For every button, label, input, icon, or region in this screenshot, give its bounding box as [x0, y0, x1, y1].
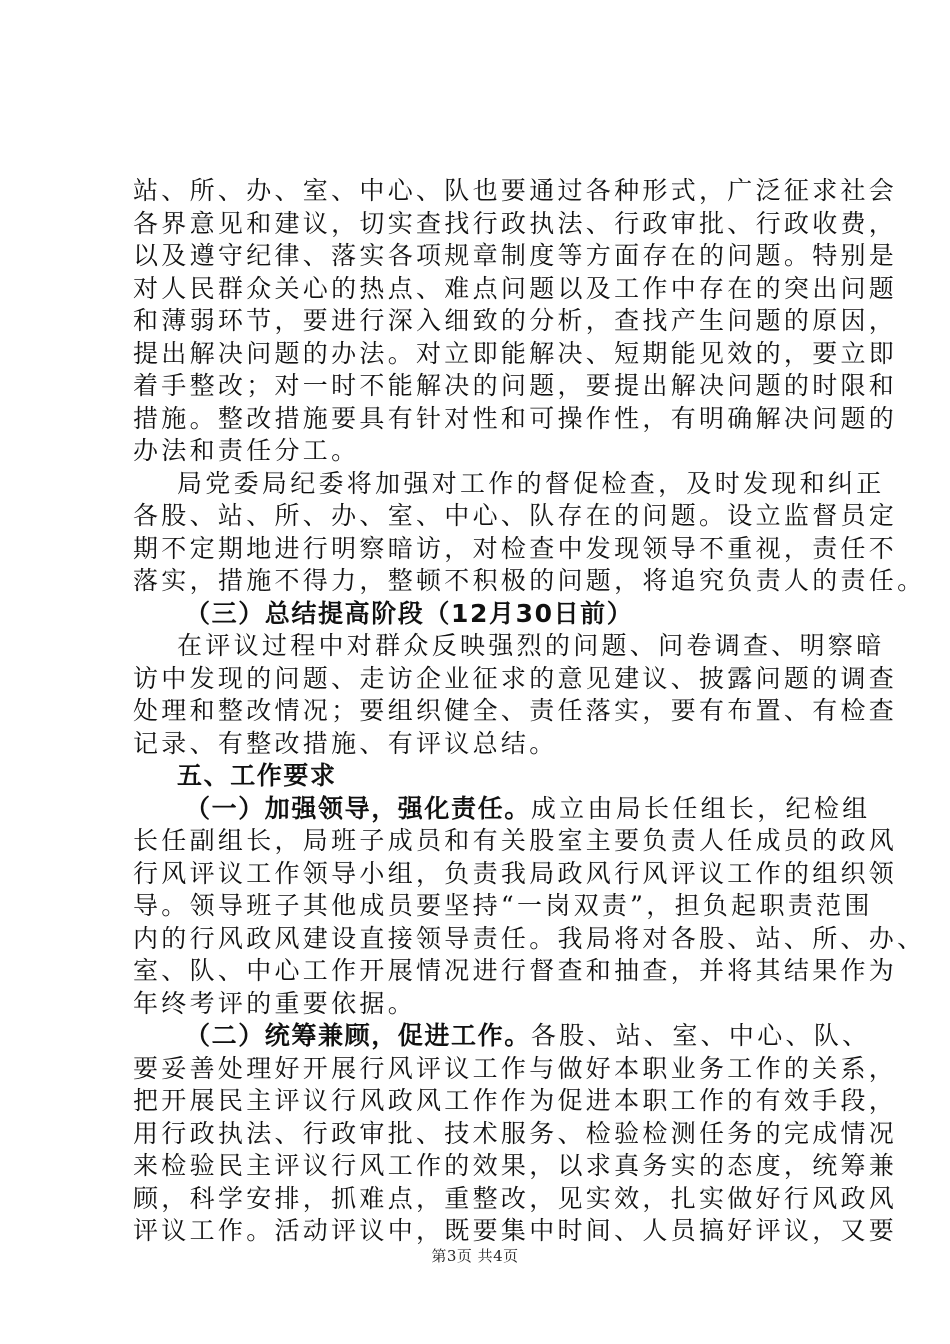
body-line: 处理和整改情况；要组织健全、责任落实，要有布置、有检查	[133, 696, 898, 725]
body-line: 提出解决问题的办法。对立即能解决、短期能见效的，要立即	[133, 338, 898, 368]
body-line: 记录、有整改措施、有评议总结。	[133, 728, 558, 758]
body-line: 各界意见和建议，切实查找行政执法、行政审批、行政收费，	[133, 208, 898, 238]
paragraph-start-line	[133, 793, 871, 826]
body-line: 把开展民主评议行风政风工作作为促进本职工作的有效手段，	[133, 1086, 898, 1115]
body-line: 来检验民主评议行风工作的效果，以求真务实的态度，统筹兼	[133, 1151, 898, 1180]
body-line: 导。领导班子其他成员要坚持“一岗双责”，担负起职责范围	[133, 891, 873, 920]
body-line: 各股、站、所、办、室、中心、队存在的问题。设立监督员定	[133, 501, 898, 530]
body-line: 着手整改；对一时不能解决的问题，要提出解决问题的时限和	[133, 371, 898, 400]
page-footer	[0, 1245, 950, 1266]
body-line: 和薄弱环节，要进行深入细致的分析，查找产生问题的原因，	[133, 306, 898, 335]
body-line: 顾，科学安排，抓难点，重整改，见实效，扎实做好行风政风	[133, 1183, 898, 1213]
body-line: 年终考评的重要依据。	[133, 988, 417, 1018]
section-heading: （三）总结提高阶段（12月30日前）	[185, 598, 634, 628]
subsection-title: （一）加强领导，强化责任。	[185, 793, 531, 823]
body-line: 评议工作。活动评议中，既要集中时间、人员搞好评议，又要	[133, 1216, 898, 1245]
paragraph-start-line: 局党委局纪委将加强对工作的督促检查，及时发现和纠正	[177, 468, 885, 498]
paragraph-text: 各股、站、室、中心、队、	[530, 1021, 871, 1050]
paragraph-text: 成立由局长任组长，纪检组	[530, 793, 871, 823]
subsection-title: （二）统筹兼顾，促进工作。	[185, 1021, 531, 1050]
body-line: 期不定期地进行明察暗访，对检查中发现领导不重视，责任不	[133, 533, 898, 563]
body-line: 对人民群众关心的热点、难点问题以及工作中存在的突出问题	[133, 273, 898, 303]
body-line: 办法和责任分工。	[133, 436, 360, 465]
chapter-heading: 五、工作要求	[177, 761, 337, 790]
body-line: 长任副组长，局班子成员和有关股室主要负责人任成员的政风	[133, 826, 898, 855]
page-number-label: 第3页 共4页	[431, 1247, 519, 1265]
body-line: 以及遵守纪律、落实各项规章制度等方面存在的问题。特别是	[133, 241, 898, 270]
paragraph-start-line: 在评议过程中对群众反映强烈的问题、问卷调查、明察暗	[177, 631, 885, 660]
body-line: 用行政执法、行政审批、技术服务、检验检测任务的完成情况	[133, 1118, 898, 1148]
body-line: 措施。整改措施要具有针对性和可操作性，有明确解决问题的	[133, 403, 898, 433]
body-line: 要妥善处理好开展行风评议工作与做好本职业务工作的关系，	[133, 1053, 898, 1083]
document-body	[133, 175, 926, 1248]
paragraph-start-line	[133, 1020, 871, 1053]
body-line: 内的行风政风建设直接领导责任。我局将对各股、站、所、办、	[133, 923, 926, 953]
body-line: 访中发现的问题、走访企业征求的意见建议、披露问题的调查	[133, 663, 898, 693]
body-line: 行风评议工作领导小组，负责我局政风行风评议工作的组织领	[133, 858, 898, 888]
body-line: 落实，措施不得力，整顿不积极的问题，将追究负责人的责任。	[133, 566, 926, 595]
body-line: 站、所、办、室、中心、队也要通过各种形式，广泛征求社会	[133, 176, 898, 205]
body-line: 室、队、中心工作开展情况进行督查和抽查，并将其结果作为	[133, 956, 898, 985]
